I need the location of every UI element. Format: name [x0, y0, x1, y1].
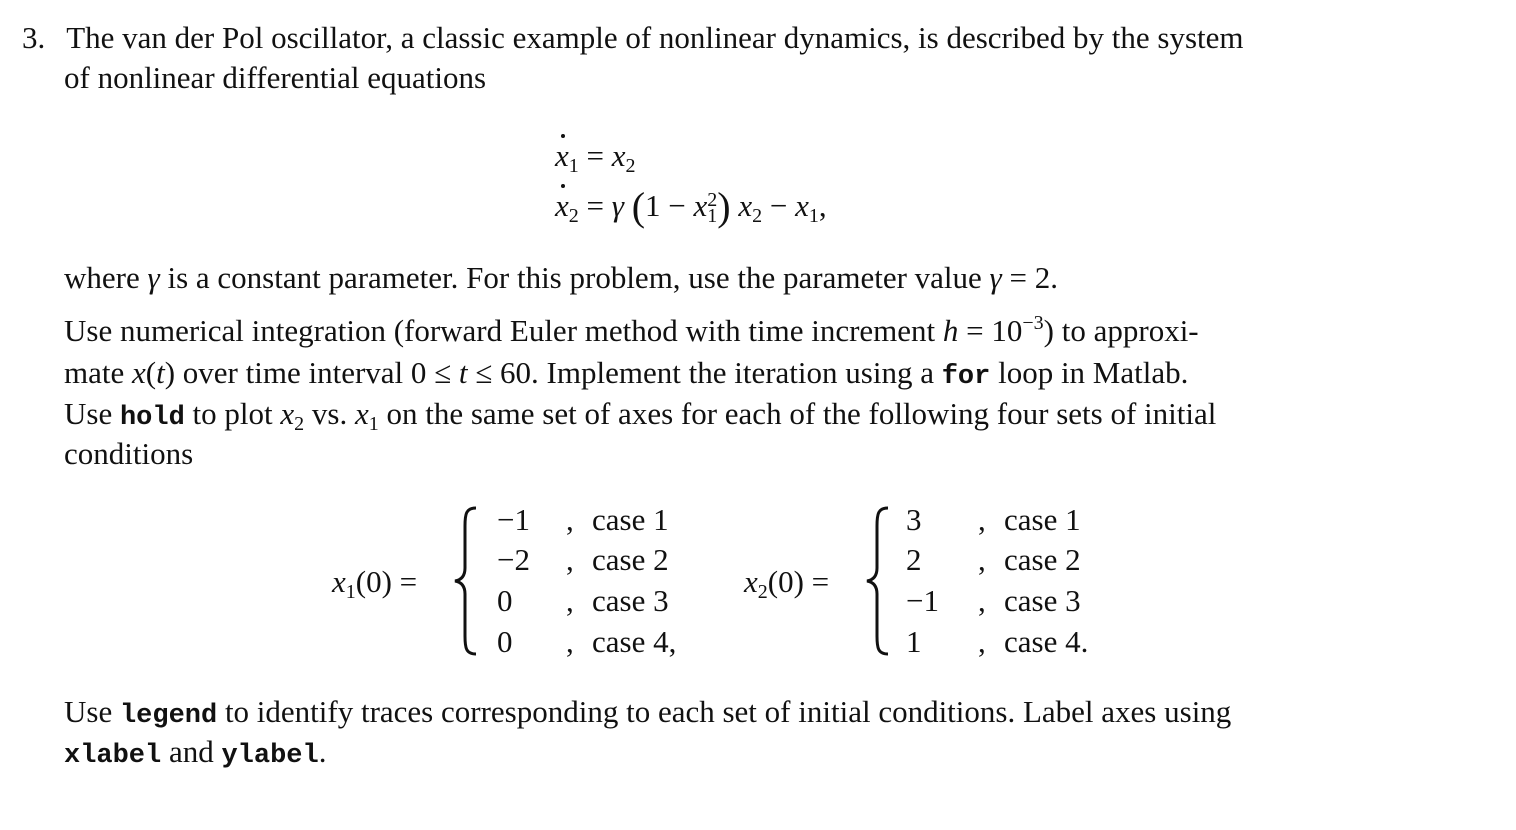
- h-symbol: h: [942, 313, 959, 348]
- para3-text-1b: to identify traces corresponding to each set of initial conditions. Label axes using: [224, 694, 1232, 729]
- para3-text-2b: .: [318, 734, 327, 769]
- x1-case2-comma: ,: [566, 542, 574, 577]
- para2-text-3d: on the same set of axes for each of the following four sets of initial: [386, 396, 1217, 431]
- para2-text-2c: ≤ 60. Implement the iteration using a: [475, 355, 934, 390]
- legend-keyword: legend: [119, 701, 218, 731]
- x2-brace: [864, 506, 894, 656]
- x2-case4-comma: ,: [978, 624, 986, 659]
- intro-line-2: [64, 60, 486, 96]
- x1-case1-label: case 1: [592, 502, 669, 537]
- where-text-b: is a constant parameter. For this problem, use the parameter value: [167, 260, 982, 295]
- x1-case3-value: 0: [497, 583, 513, 618]
- where-line: where γ is a constant parameter. For this problem, use the parameter value γ = 2.: [64, 260, 1058, 295]
- equation-2: $x_2 = \gamma$ $(1 - x^2_1)$ $x_2 - x_1$,: [555, 184, 827, 229]
- x1-initial-label: $x_1(0)$ =: [332, 564, 418, 603]
- h-value: 10: [991, 313, 1023, 348]
- intro-text-1: The van der Pol oscillator, a classic example of nonlinear dynamics, is described by the system: [66, 20, 1244, 55]
- problem-number: 3.: [22, 20, 46, 55]
- hold-keyword: hold: [119, 403, 185, 433]
- para2-line-1: Use numerical integration (forward Euler method with time increment $h = 10^{-3}$) to approxi-: [64, 312, 1199, 348]
- x1-case1-value: −1: [497, 502, 530, 537]
- x2-case1-label: case 1: [1004, 502, 1081, 537]
- x2-case3-value: −1: [906, 583, 939, 618]
- x1-case2-label: case 2: [592, 542, 669, 577]
- x1-case3-comma: ,: [566, 583, 574, 618]
- x2-case2-label: case 2: [1004, 542, 1081, 577]
- para2-text-3b: to plot: [192, 396, 273, 431]
- x2-case1-value: 3: [906, 502, 922, 537]
- x1-case4-value: 0: [497, 624, 513, 659]
- para2-text-4: conditions: [64, 436, 194, 471]
- para2-text-3a: Use: [64, 396, 113, 431]
- para2-text-1a: Use numerical integration (forward Euler method with time increment: [64, 313, 936, 348]
- x2-initial-label: $x_2(0)$ =: [744, 564, 830, 603]
- para2-text-3c: vs.: [311, 396, 348, 431]
- para3-text-2a: and: [168, 734, 214, 769]
- x1-case1-comma: ,: [566, 502, 574, 537]
- x2-case4-value: 1: [906, 624, 922, 659]
- gamma-value: 2.: [1034, 260, 1058, 295]
- where-text: where: [64, 260, 140, 295]
- ylabel-keyword: ylabel: [221, 741, 319, 771]
- para2-text-1b: ) to approxi-: [1043, 313, 1199, 348]
- x2-case1-comma: ,: [978, 502, 986, 537]
- para2-text-2a: mate: [64, 355, 125, 390]
- x1-case4-label: case 4,: [592, 624, 677, 659]
- x1-brace: [452, 506, 482, 656]
- xlabel-keyword: xlabel: [64, 741, 162, 771]
- gamma-symbol: γ: [147, 260, 160, 295]
- x1-case4-comma: ,: [566, 624, 574, 659]
- intro-text-2: of nonlinear differential equations: [64, 60, 487, 95]
- para2-line-4: [64, 436, 193, 472]
- para2-line-2: mate x(t) over time interval 0 ≤ t ≤ 60. Implement the iteration using a for loop in Matlab.: [64, 355, 1189, 392]
- x2-case4-label: case 4.: [1004, 624, 1089, 659]
- for-keyword: for: [941, 362, 991, 392]
- gamma-symbol-2: γ: [989, 260, 1002, 295]
- x2-case3-label: case 3: [1004, 583, 1081, 618]
- intro-line-1: [22, 20, 1244, 56]
- x2-case2-value: 2: [906, 542, 922, 577]
- x2-case2-comma: ,: [978, 542, 986, 577]
- x1-case3-label: case 3: [592, 583, 669, 618]
- para3-line-1: [64, 694, 1231, 734]
- para3-line-2: [64, 734, 326, 774]
- para2-text-2b: over time interval 0 ≤: [182, 355, 452, 390]
- para2-line-3: Use hold to plot $x_2$ vs. $x_1$ on the same set of axes for each of the following four sets of initial: [64, 396, 1217, 435]
- h-exponent: −3: [1022, 312, 1044, 334]
- para2-text-2d: loop in Matlab.: [998, 355, 1189, 390]
- x2-case3-comma: ,: [978, 583, 986, 618]
- x1-case2-value: −2: [497, 542, 530, 577]
- para3-text-1a: Use: [64, 694, 113, 729]
- equation-1: $x_1 = x_2$: [555, 138, 636, 177]
